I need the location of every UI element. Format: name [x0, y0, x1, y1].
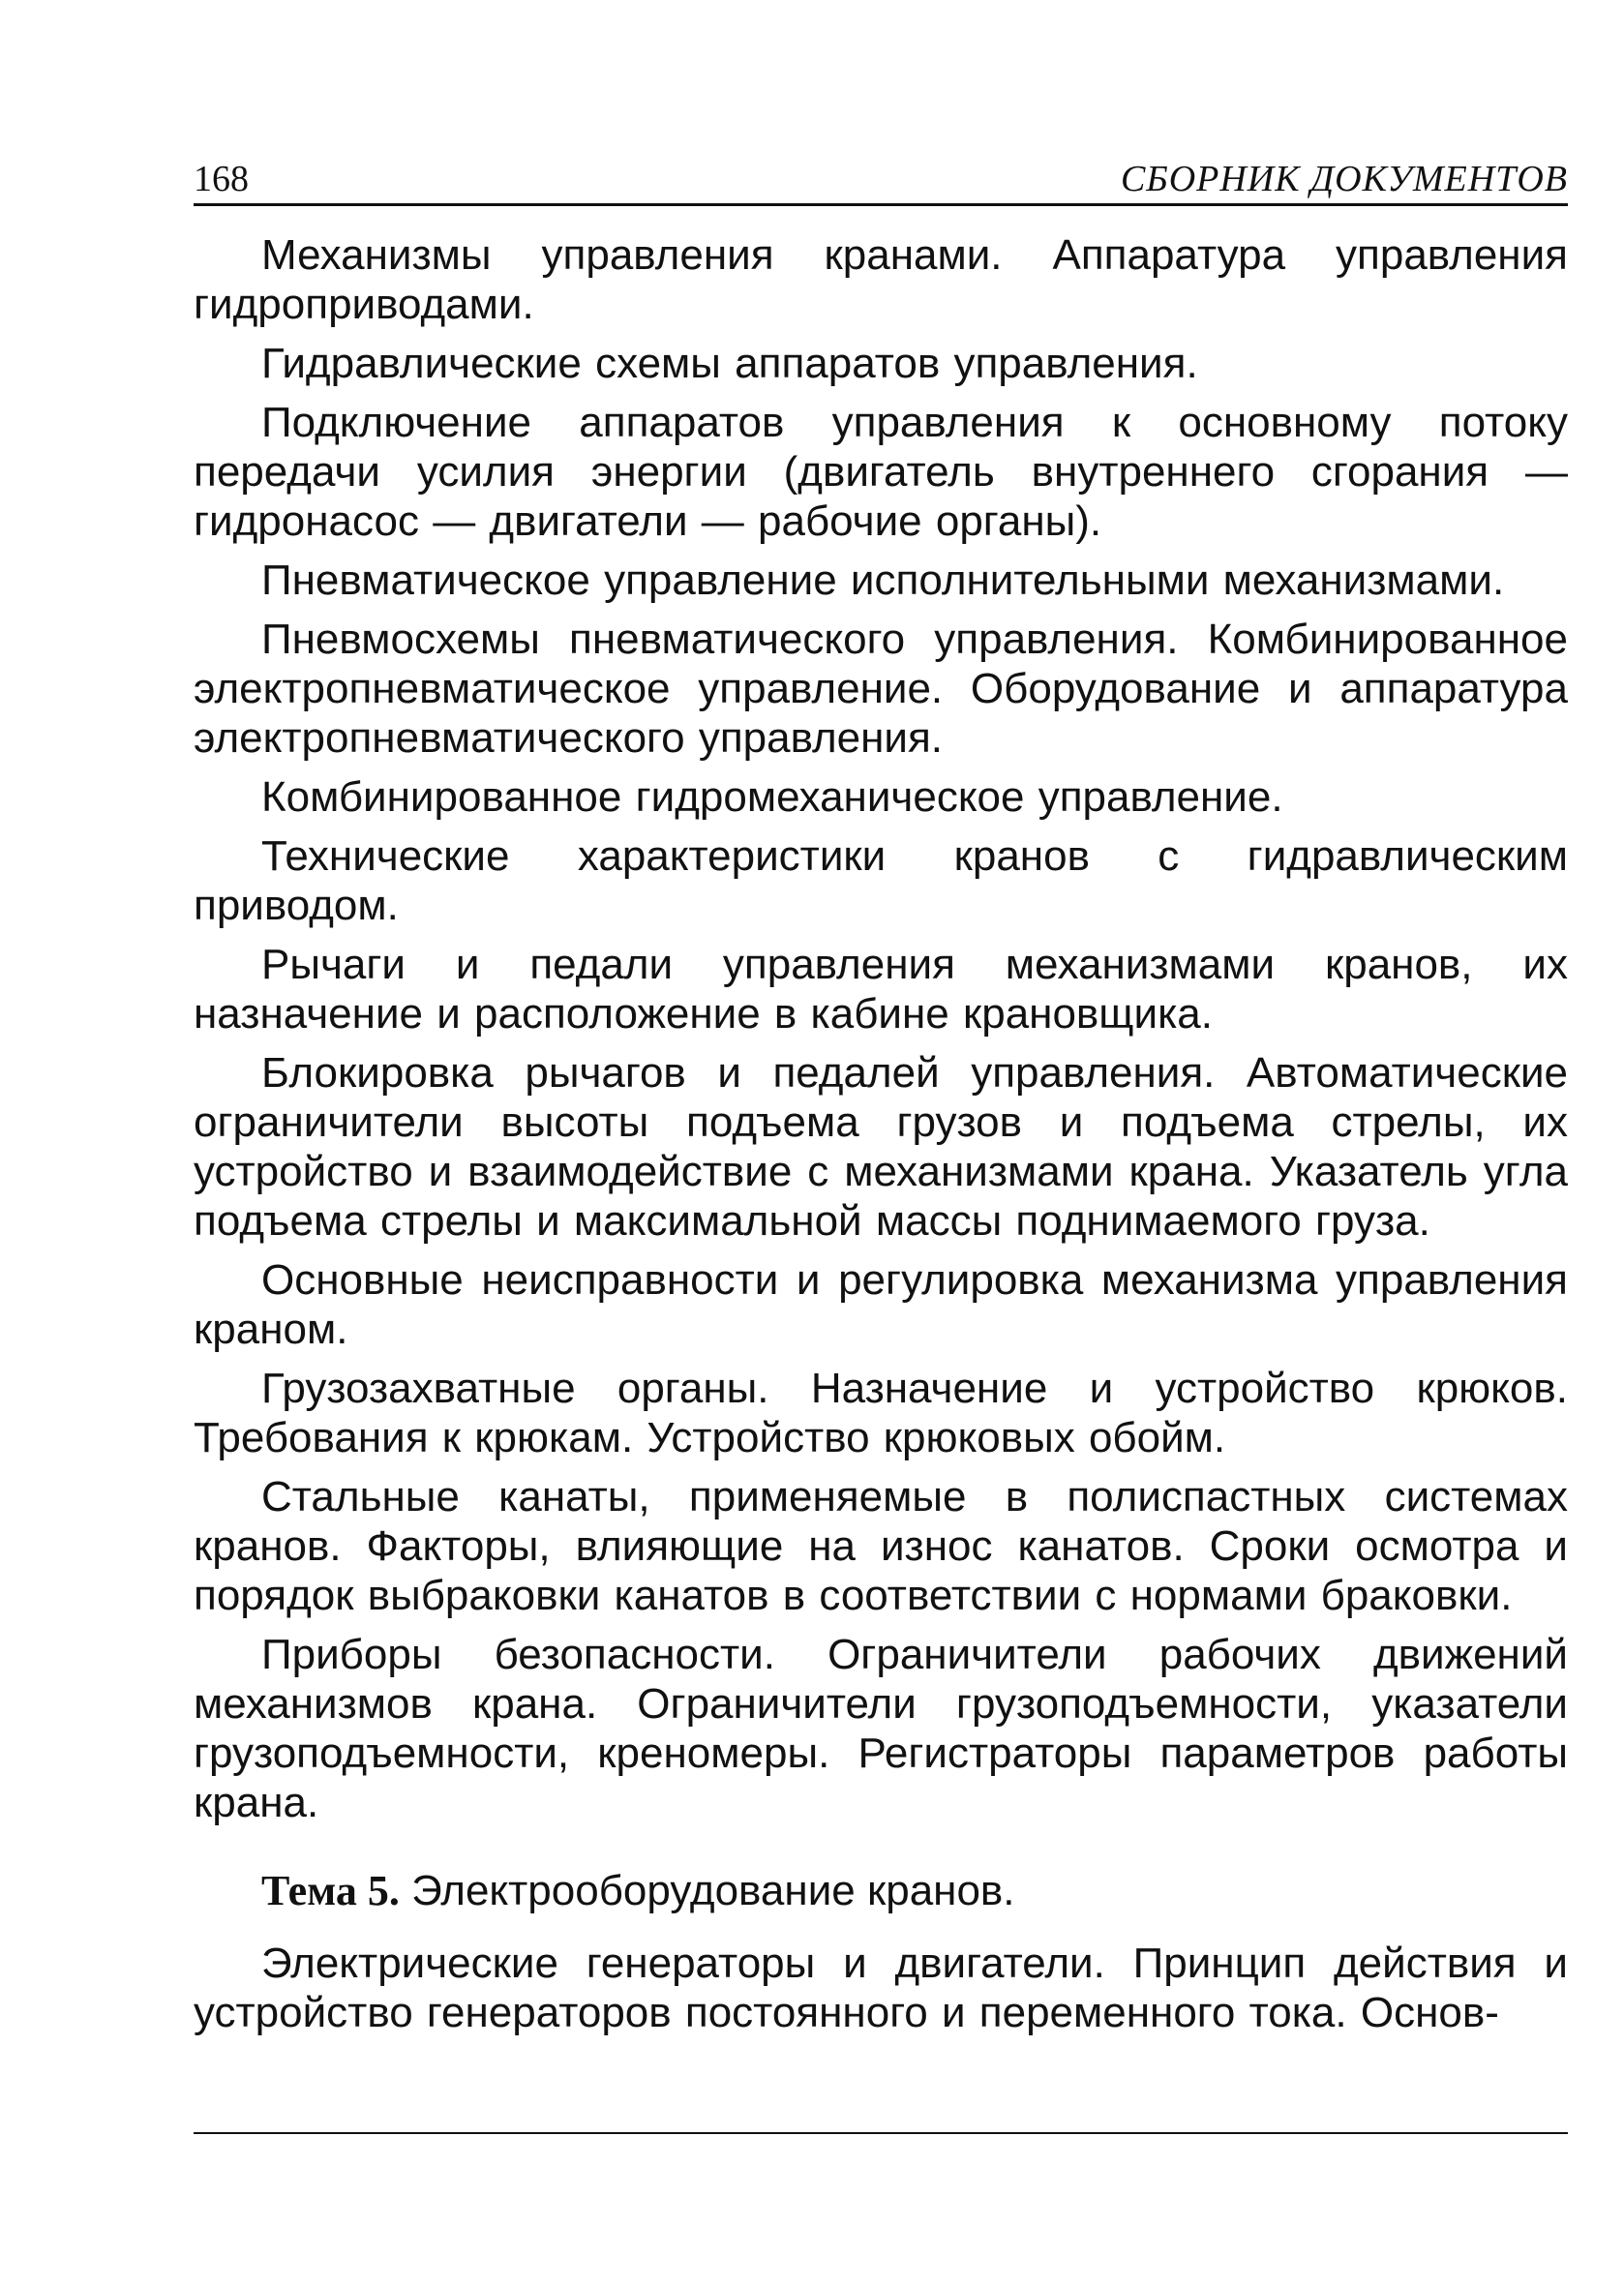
paragraph: Гидравлические схемы аппаратов управления. — [261, 340, 1198, 387]
paragraph: Пневмосхемы пневматического управления. Комбинированное электропневматическое управление. Оборудование и аппаратура электропневматического управления. — [194, 616, 1568, 762]
topic-label: Тема 5. — [261, 1867, 400, 1914]
paragraph: Основные неисправности и регулировка механизма управления краном. — [194, 1256, 1568, 1353]
page-content — [194, 230, 1568, 2047]
page-number: 168 — [194, 159, 249, 199]
paragraph: Стальные канаты, применяемые в полиспастных системах кранов. Факторы, влияющие на износ канатов. Сроки осмотра и порядок выбраковки канатов в соответствии с нормами браковки. — [194, 1473, 1568, 1619]
paragraph: Подключение аппаратов управления к основному потоку передачи усилия энергии (двигатель внутреннего сгорания — гидронасос — двигатели — рабочие органы). — [194, 399, 1568, 545]
paragraph: Блокировка рычагов и педалей управления. Автоматические ограничители высоты подъема грузов и подъема стрелы, их устройство и взаимодействие с механизмами крана. Указатель угла подъема стрелы и максимальной массы поднимаемого груза. — [194, 1049, 1568, 1245]
paragraph: Технические характеристики кранов с гидравлическим приводом. — [194, 832, 1568, 929]
paragraph: Электрические генераторы и двигатели. Принцип действия и устройство генераторов постоянного и переменного тока. Основ- — [194, 1940, 1568, 2036]
topic-title: Электрооборудование кранов. — [399, 1867, 1015, 1914]
topic-heading — [194, 1866, 1568, 1915]
running-title: СБОРНИК ДОКУМЕНТОВ — [1120, 159, 1568, 199]
paragraph: Механизмы управления кранами. Аппаратура управления гидроприводами. — [194, 231, 1568, 328]
paragraph: Комбинированное гидромеханическое управление. — [261, 773, 1283, 821]
paragraph: Пневматическое управление исполнительными механизмами. — [261, 557, 1505, 604]
paragraph: Рычаги и педали управления механизмами кранов, их назначение и расположение в кабине крановщика. — [194, 941, 1568, 1038]
page-header — [194, 155, 1568, 203]
paragraph: Грузозахватные органы. Назначение и устройство крюков. Требования к крюкам. Устройство крюковых обойм. — [194, 1365, 1568, 1461]
footer-rule — [194, 2132, 1568, 2134]
header-rule — [194, 203, 1568, 206]
paragraph: Приборы безопасности. Ограничители рабочих движений механизмов крана. Ограничители грузоподъемности, указатели грузоподъемности, креномеры. Регистраторы параметров работы крана. — [194, 1631, 1568, 1826]
